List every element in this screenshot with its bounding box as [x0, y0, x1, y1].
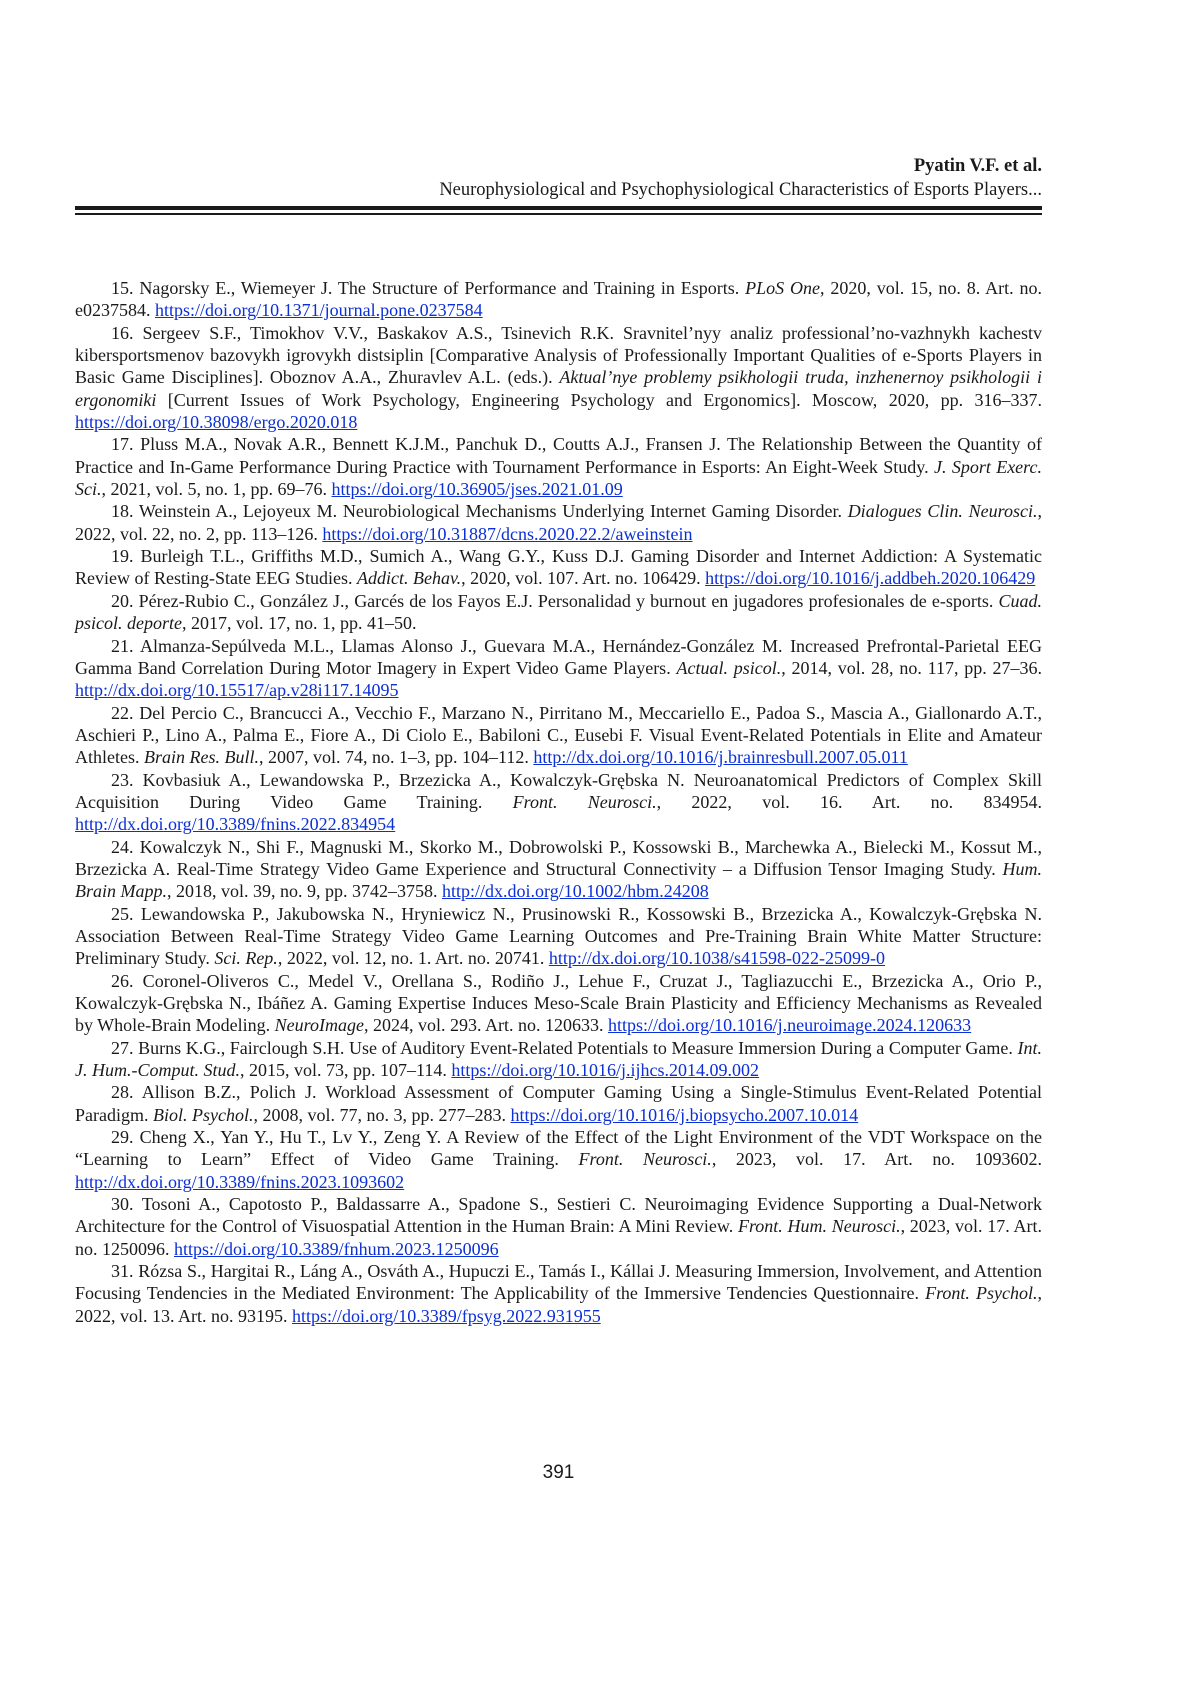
reference-details: , 2014, vol. 28, no. 117, pp. 27–36. — [781, 657, 1042, 678]
reference-list — [75, 277, 1042, 1327]
reference-details: , 2022, vol. 16. Art. no. 834954. — [656, 791, 1042, 812]
reference-citation: 20. Pérez-Rubio C., González J., Garcés de los Fayos E.J. Personalidad y burnout en jugadores profesionales de e-sports. — [111, 590, 999, 611]
reference-citation: 18. Weinstein A., Lejoyeux M. Neurobiological Mechanisms Underlying Internet Gaming Disorder. — [111, 501, 848, 522]
reference-journal: Cuad. psicol. deporte — [75, 590, 1042, 634]
reference-item — [75, 769, 1042, 836]
reference-details: , 2015, vol. 73, pp. 107–114. — [240, 1060, 452, 1081]
reference-item — [75, 836, 1042, 903]
reference-journal: Front. Neurosci. — [512, 791, 657, 812]
reference-item — [75, 322, 1042, 434]
reference-item — [75, 903, 1042, 970]
reference-item — [75, 635, 1042, 702]
reference-details: , 2022, vol. 13. Art. no. 93195. — [75, 1283, 1042, 1326]
reference-details: , 2007, vol. 74, no. 1–3, pp. 104–112. — [259, 747, 534, 768]
reference-journal: Aktual’nye problemy psikhologii truda, inzhenernoy psikhologii i ergonomiki — [75, 367, 1042, 410]
reference-doi-link[interactable]: https://doi.org/10.3389/fnhum.2023.1250096 — [174, 1238, 499, 1259]
reference-journal: NeuroImage — [274, 1015, 364, 1036]
reference-journal: J. Sport Exerc. Sci. — [75, 456, 1043, 500]
reference-doi-link[interactable]: http://dx.doi.org/10.1038/s41598-022-25099-0 — [548, 948, 885, 969]
running-header — [75, 154, 1042, 202]
reference-journal: Actual. psicol. — [676, 657, 782, 678]
reference-journal: Int. J. Hum.-Comput. Stud. — [75, 1037, 1042, 1081]
reference-doi-link[interactable]: http://dx.doi.org/10.1002/hbm.24208 — [442, 881, 709, 902]
reference-item — [75, 1126, 1042, 1193]
reference-doi-link[interactable]: http://dx.doi.org/10.15517/ap.v28i117.14095 — [75, 680, 399, 701]
reference-details: , 2024, vol. 293. Art. no. 120633. — [363, 1015, 608, 1036]
reference-journal: Hum. Brain Mapp. — [75, 858, 1042, 902]
reference-citation: 15. Nagorsky E., Wiemeyer J. The Structure of Performance and Training in Esports. — [111, 278, 746, 298]
reference-doi-link[interactable]: https://doi.org/10.36905/jses.2021.01.09 — [331, 479, 623, 500]
reference-doi-link[interactable]: http://dx.doi.org/10.1016/j.brainresbull.2007.05.011 — [533, 747, 908, 768]
reference-item — [75, 500, 1042, 545]
reference-doi-link[interactable]: https://doi.org/10.1016/j.neuroimage.2024.120633 — [607, 1015, 972, 1036]
reference-item — [75, 277, 1042, 322]
reference-details: , 2023, vol. 17. Art. no. 1093602. — [711, 1149, 1042, 1170]
reference-details: , 2020, vol. 107. Art. no. 106429. — [461, 568, 706, 589]
reference-journal: Front. Hum. Neurosci. — [737, 1216, 901, 1237]
reference-citation: 26. Coronel-Oliveros C., Medel V., Orellana S., Rodiño J., Lehue F., Cruzat J., Tagliazucchi E., Brzezicka A., Orio P., Kowalczyk-Grębska N., Ibáñez A. Gaming Expertise Induces Meso-Scale Brain Plasticity and Efficiency Mechanisms as Revealed by Whole-Brain Modeling. — [75, 970, 1042, 1036]
reference-item — [75, 702, 1042, 769]
reference-details: [Current Issues of Work Psychology, Engineering Psychology and Ergonomics]. Moscow, 2020, pp. 316–337. — [156, 389, 1042, 410]
reference-journal: Sci. Rep. — [214, 948, 278, 969]
reference-citation: 29. Cheng X., Yan Y., Hu T., Lv Y., Zeng Y. A Review of the Effect of the Light Environment of the VDT Workspace on the “Learning to Learn” Effect of Video Game Training. — [75, 1127, 1042, 1170]
reference-journal: Brain Res. Bull. — [144, 747, 259, 768]
header-rule-thin — [75, 213, 1042, 215]
reference-journal: PLoS One — [745, 278, 820, 298]
reference-citation: 24. Kowalczyk N., Shi F., Magnuski M., Skorko M., Dobrowolski P., Kossowski B., Marchewka A., Bielecki M., Kossut M., Brzezicka A. Real-Time Strategy Video Game Experience and Structural Connectivity – a Diffusion Tensor Imaging Study. — [75, 836, 1042, 879]
reference-citation: 31. Rózsa S., Hargitai R., Láng A., Osváth A., Hupuczi E., Tamás I., Kállai J. Measuring Immersion, Involvement, and Attention Focusing Tendencies in the Mediated Environment: The Applicability of the Immersive Tendencies Questionnaire. — [75, 1261, 1042, 1304]
reference-doi-link[interactable]: http://dx.doi.org/10.3389/fnins.2023.1093602 — [75, 1171, 405, 1192]
reference-citation: 25. Lewandowska P., Jakubowska N., Hryniewicz N., Prusinowski R., Kossowski B., Brzezicka A., Kowalczyk-Grębska N. Association Between Real-Time Strategy Video Game Learning Outcomes and Pre-Training Brain White Matter Structure: Preliminary Study. — [75, 903, 1042, 969]
reference-doi-link[interactable]: https://doi.org/10.1371/journal.pone.0237584 — [155, 300, 483, 321]
reference-details: , 2021, vol. 5, no. 1, pp. 69–76. — [101, 479, 332, 500]
reference-doi-link[interactable]: https://doi.org/10.1016/j.biopsycho.2007.10.014 — [510, 1104, 859, 1125]
reference-doi-link[interactable]: https://doi.org/10.3389/fpsyg.2022.931955 — [292, 1305, 601, 1326]
reference-citation: 19. Burleigh T.L., Griffiths M.D., Sumich A., Wang G.Y., Kuss D.J. Gaming Disorder and Internet Addiction: A Systematic Review of Resting-State EEG Studies. — [75, 546, 1042, 589]
reference-details: , 2017, vol. 17, no. 1, pp. 41–50. — [181, 613, 417, 634]
reference-item — [75, 433, 1042, 500]
reference-doi-link[interactable]: http://dx.doi.org/10.3389/fnins.2022.834954 — [75, 814, 396, 835]
reference-citation: 23. Kovbasiuk A., Lewandowska P., Brzezicka A., Kowalczyk-Grębska N. Neuroanatomical Predictors of Complex Skill Acquisition During Video Game Training. — [75, 769, 1042, 812]
reference-item — [75, 1260, 1042, 1327]
reference-citation: 17. Pluss M.A., Novak A.R., Bennett K.J.M., Panchuk D., Coutts A.J., Fransen J. The Relationship Between the Quantity of Practice and In-Game Performance During Practice with Tournament Performance in Esports: An Eight-Week Study. — [75, 434, 1042, 477]
reference-doi-link[interactable]: https://doi.org/10.1016/j.ijhcs.2014.09.002 — [451, 1060, 760, 1081]
reference-details: , 2008, vol. 77, no. 3, pp. 277–283. — [253, 1104, 511, 1125]
reference-doi-link[interactable]: https://doi.org/10.1016/j.addbeh.2020.106429 — [705, 568, 1036, 589]
reference-details: , 2023, vol. 17. Art. no. 1250096. — [75, 1216, 1042, 1259]
header-authors: Pyatin V.F. et al. — [913, 156, 1042, 176]
header-rule-thick — [75, 206, 1042, 210]
reference-citation: 27. Burns K.G., Fairclough S.H. Use of Auditory Event-Related Potentials to Measure Immersion During a Computer Game. — [111, 1037, 1018, 1058]
reference-citation: 30. Tosoni A., Capotosto P., Baldassarre A., Spadone S., Sestieri C. Neuroimaging Evidence Supporting a Dual-Network Architecture for the Control of Visuospatial Attention in the Human Brain: A Mini Review. — [75, 1194, 1042, 1237]
header-article-title: Neurophysiological and Psychophysiological Characteristics of Esports Players... — [439, 180, 1042, 200]
reference-journal: Dialogues Clin. Neurosci. — [847, 501, 1038, 522]
reference-details: , 2022, vol. 22, no. 2, pp. 113–126. — [75, 501, 1042, 544]
reference-journal: Biol. Psychol. — [153, 1104, 254, 1125]
reference-citation: 22. Del Percio C., Brancucci A., Vecchio F., Marzano N., Pirritano M., Meccariello E., Padoa S., Mascia A., Giallonardo A.T., Aschieri P., Lino A., Palma E., Fiore A., Di Ciolo E., Babiloni C., Eusebi F. Visual Event-Related Potentials in Elite and Amateur Athletes. — [75, 702, 1042, 768]
reference-journal: Front. Psychol. — [925, 1283, 1038, 1304]
reference-doi-link[interactable]: https://doi.org/10.31887/dcns.2020.22.2/aweinstein — [322, 523, 693, 544]
reference-details: , 2022, vol. 12, no. 1. Art. no. 20741. — [277, 948, 549, 969]
reference-journal: Front. Neurosci. — [578, 1149, 712, 1170]
reference-item — [75, 1037, 1042, 1082]
reference-item — [75, 970, 1042, 1037]
reference-citation: 21. Almanza-Sepúlveda M.L., Llamas Alonso J., Guevara M.A., Hernández-González M. Increased Prefrontal-Parietal EEG Gamma Band Correlation During Motor Imagery in Expert Video Game Players. — [75, 635, 1042, 678]
reference-details: , 2020, vol. 15, no. 8. Art. no. e0237584. — [75, 278, 1042, 321]
reference-item — [75, 545, 1042, 590]
reference-item — [75, 1081, 1042, 1126]
reference-citation: 16. Sergeev S.F., Timokhov V.V., Baskakov A.S., Tsinevich R.K. Sravnitel’nyy analiz professional’no-vazhnykh kachestv kibersportsmenov bazovykh igrovykh distsiplin [Comparative Analysis of Professionally Important Qualities of e-Sports Players in Basic Game Disciplines]. Oboznov A.A., Zhuravlev A.L. (eds.). — [75, 322, 1042, 388]
reference-citation: 28. Allison B.Z., Polich J. Workload Assessment of Computer Gaming Using a Single-Stimulus Event-Related Potential Paradigm. — [75, 1082, 1042, 1125]
reference-journal: Addict. Behav. — [356, 568, 462, 589]
reference-details: , 2018, vol. 39, no. 9, pp. 3742–3758. — [167, 881, 443, 902]
reference-item — [75, 590, 1042, 635]
reference-doi-link[interactable]: https://doi.org/10.38098/ergo.2020.018 — [75, 412, 358, 433]
page-number: 391 — [542, 1462, 575, 1483]
reference-item — [75, 1193, 1042, 1260]
